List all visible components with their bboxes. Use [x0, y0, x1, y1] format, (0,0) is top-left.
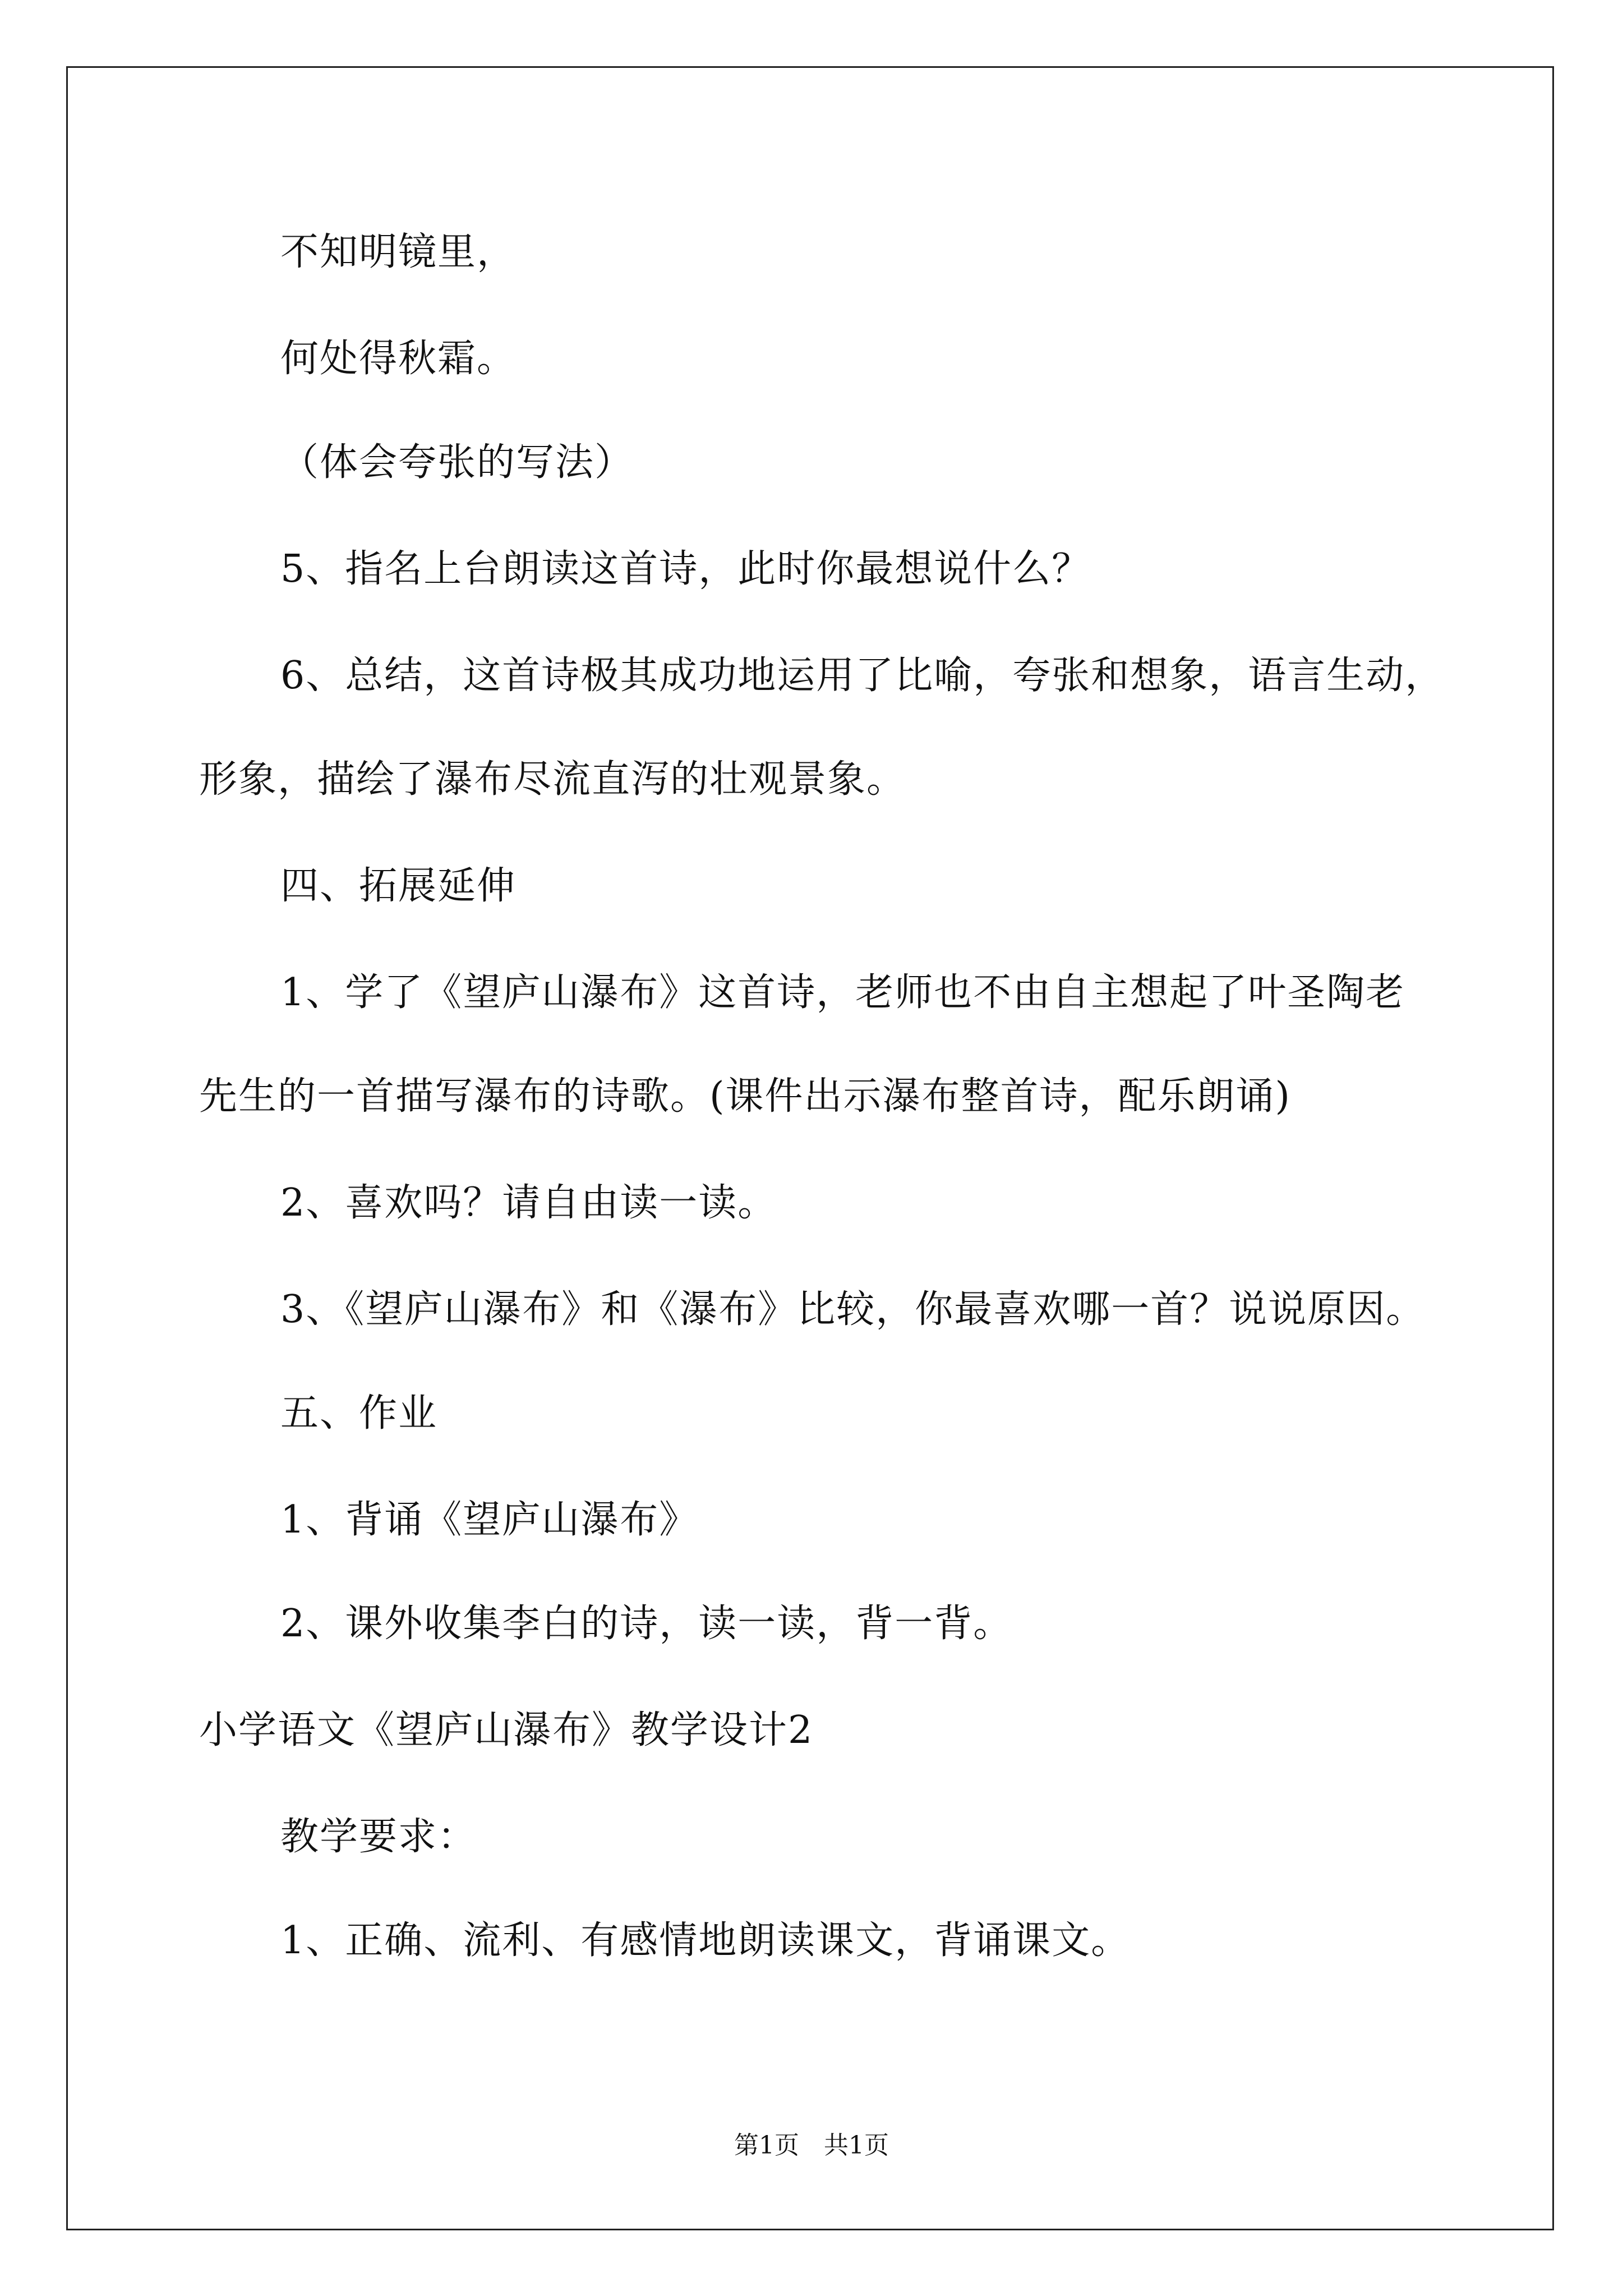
section-heading-4: 四、拓展延伸 [280, 864, 517, 908]
poem-line-1: 不知明镜里， [280, 230, 517, 274]
poem-line-2: 何处得秋霜。 [280, 337, 517, 381]
paragraph-ext-2: 2、喜欢吗？请自由读一读。 [280, 1181, 777, 1225]
paragraph-step-5: 5、指名上台朗读这首诗，此时你最想说什么？ [280, 547, 1091, 591]
paragraph-ext-1: 1、学了《望庐山瀑布》这首诗，老师也不由自主想起了叶圣陶老 [280, 970, 1405, 1015]
paragraph-step-6-cont: 形象，描绘了瀑布尽流直泻的壮观景象。 [199, 757, 906, 802]
page-footer: 第1页 共1页 [734, 2131, 889, 2160]
section-heading-requirements: 教学要求： [280, 1815, 477, 1859]
paragraph-ext-1-cont: 先生的一首描写瀑布的诗歌。(课件出示瀑布整首诗，配乐朗诵) [199, 1074, 1292, 1119]
paragraph-req-1: 1、正确、流利、有感情地朗读课文，背诵课文。 [280, 1918, 1131, 1963]
document-subtitle: 小学语文《望庐山瀑布》教学设计2 [199, 1708, 814, 1752]
paragraph-note: （体会夸张的写法） [280, 440, 634, 485]
section-heading-5: 五、作业 [280, 1391, 438, 1435]
paragraph-hw-2: 2、课外收集李白的诗，读一读，背一背。 [280, 1602, 1013, 1646]
paragraph-step-6: 6、总结，这首诗极其成功地运用了比喻，夸张和想象，语言生动， [280, 654, 1445, 698]
paragraph-ext-3: 3、《望庐山瀑布》和《瀑布》比较，你最喜欢哪一首？说说原因。 [280, 1287, 1426, 1332]
page-border [66, 66, 1554, 2230]
paragraph-hw-1: 1、背诵《望庐山瀑布》 [280, 1498, 699, 1542]
